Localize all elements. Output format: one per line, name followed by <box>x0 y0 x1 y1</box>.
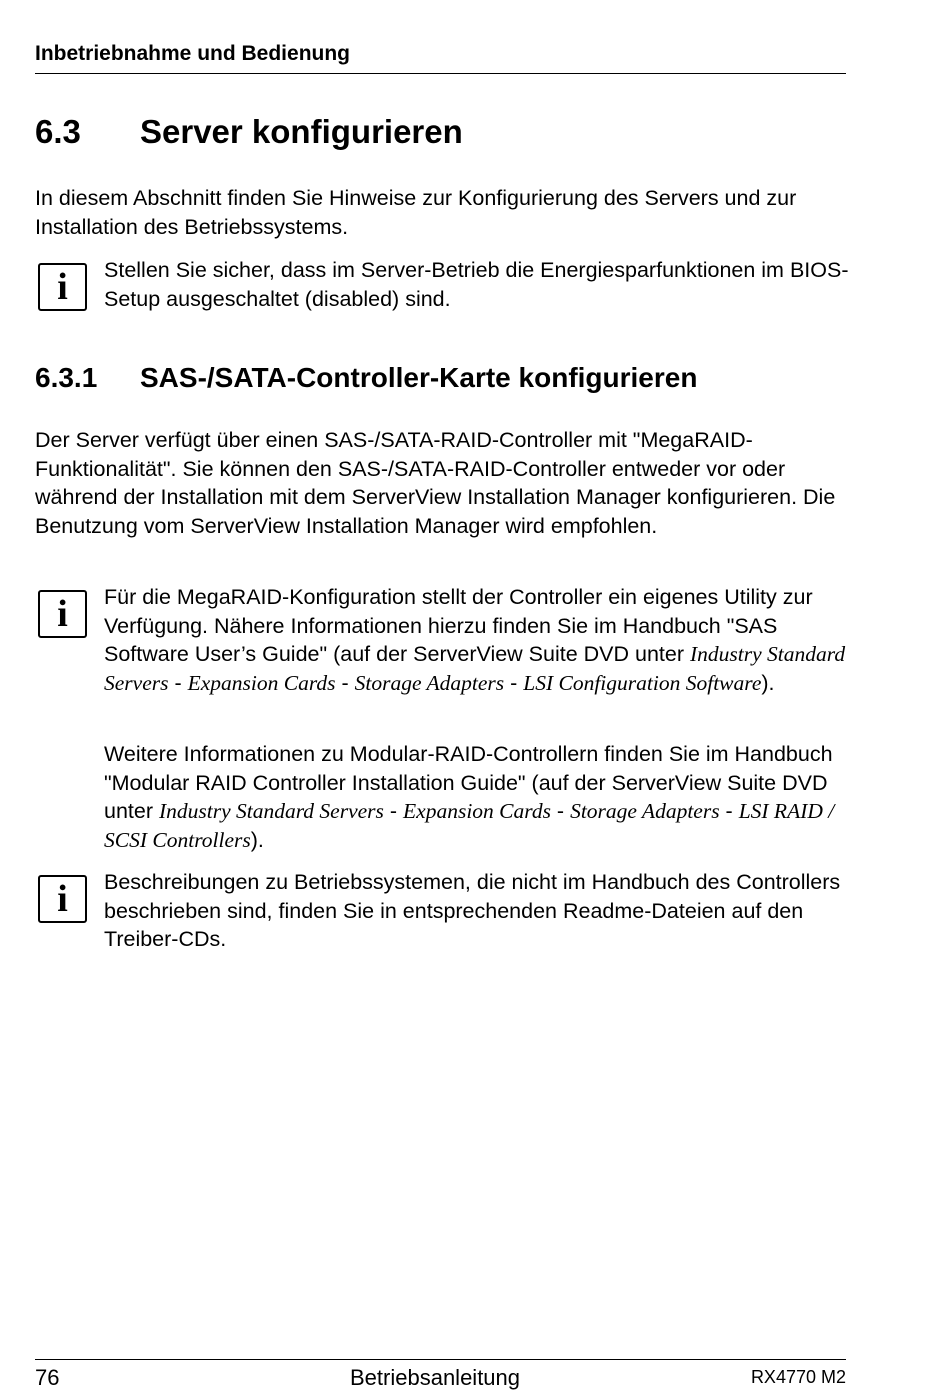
body-paragraph: Der Server verfügt über einen SAS-/SATA-RAID-Controller mit "MegaRAID-Funktionalität". Sie können den SAS-/SATA-RAID-Controller entweder vor oder während der Installation mit dem ServerView Installation Manager konfigurieren. Die Benutzung vom ServerView Installation Manager wird empfohlen. <box>35 428 836 538</box>
path-separator: - <box>383 799 404 824</box>
section-number: 6.3 <box>35 113 81 150</box>
subsection-title: SAS-/SATA-Controller-Karte konfigurieren <box>140 362 698 393</box>
intro-paragraph: In diesem Abschnitt finden Sie Hinweise zur Konfigurierung des Servers und zur Installation des Betriebssystems. <box>35 186 797 239</box>
path-part: Storage Adapters <box>570 799 720 824</box>
path-part: Industry Standard Servers <box>104 642 846 695</box>
note-text: Beschreibungen zu Betriebssystemen, die nicht im Handbuch des Controllers beschrieben sind, finden Sie in entsprechenden Readme-Dateien auf den Treiber-CDs. <box>104 870 841 952</box>
path-part: LSI RAID / SCSI Controllers <box>104 799 835 852</box>
path-part: Storage Adapters <box>354 670 505 695</box>
note-text: Stellen Sie sicher, dass im Server-Betrieb die Energiesparfunktionen im BIOS-Setup ausgeschaltet (disabled) sind. <box>104 258 849 311</box>
path-separator: - <box>504 670 524 695</box>
path-part: Industry Standard Servers <box>158 799 384 824</box>
path-part: Expansion Cards <box>187 670 336 695</box>
info-icon: i <box>38 590 87 638</box>
note-text-main: Weitere Informationen zu Modular-RAID-Controllern finden Sie im Handbuch "Modular RAID Controller Installation Guide" (auf der ServerView Suite DVD unter <box>104 742 833 824</box>
path-separator: - <box>168 670 188 695</box>
note-text <box>104 583 849 697</box>
section-heading <box>35 112 463 152</box>
info-icon: i <box>38 263 87 311</box>
path-separator: - <box>550 799 571 824</box>
note-text-end: ). <box>250 827 264 852</box>
model-name: RX4770 M2 <box>750 1367 846 1387</box>
page-number: 76 <box>35 1365 60 1390</box>
path-part: LSI Configuration Software <box>523 670 762 695</box>
path-separator: - <box>335 670 355 695</box>
running-header: Inbetriebnahme und Bedienung <box>35 40 846 74</box>
subsection-number: 6.3.1 <box>35 362 98 393</box>
info-icon: i <box>38 875 87 923</box>
section-title: Server konfigurieren <box>140 113 463 150</box>
subsection-heading <box>35 360 697 396</box>
note-text-main: Für die MegaRAID-Konfiguration stellt der Controller ein eigenes Utility zur Verfügung. Nähere Informationen hierzu finden Sie im Handbuch "SAS Software User’s Guide" (auf der ServerView Suite DVD unter <box>104 585 813 667</box>
note-text-continued <box>104 740 849 854</box>
footer-rule <box>35 1359 846 1360</box>
note-text-end: ). <box>761 670 775 695</box>
path-part: Expansion Cards <box>403 799 551 824</box>
document-title: Betriebsanleitung <box>350 1365 521 1390</box>
path-separator: - <box>719 799 739 824</box>
